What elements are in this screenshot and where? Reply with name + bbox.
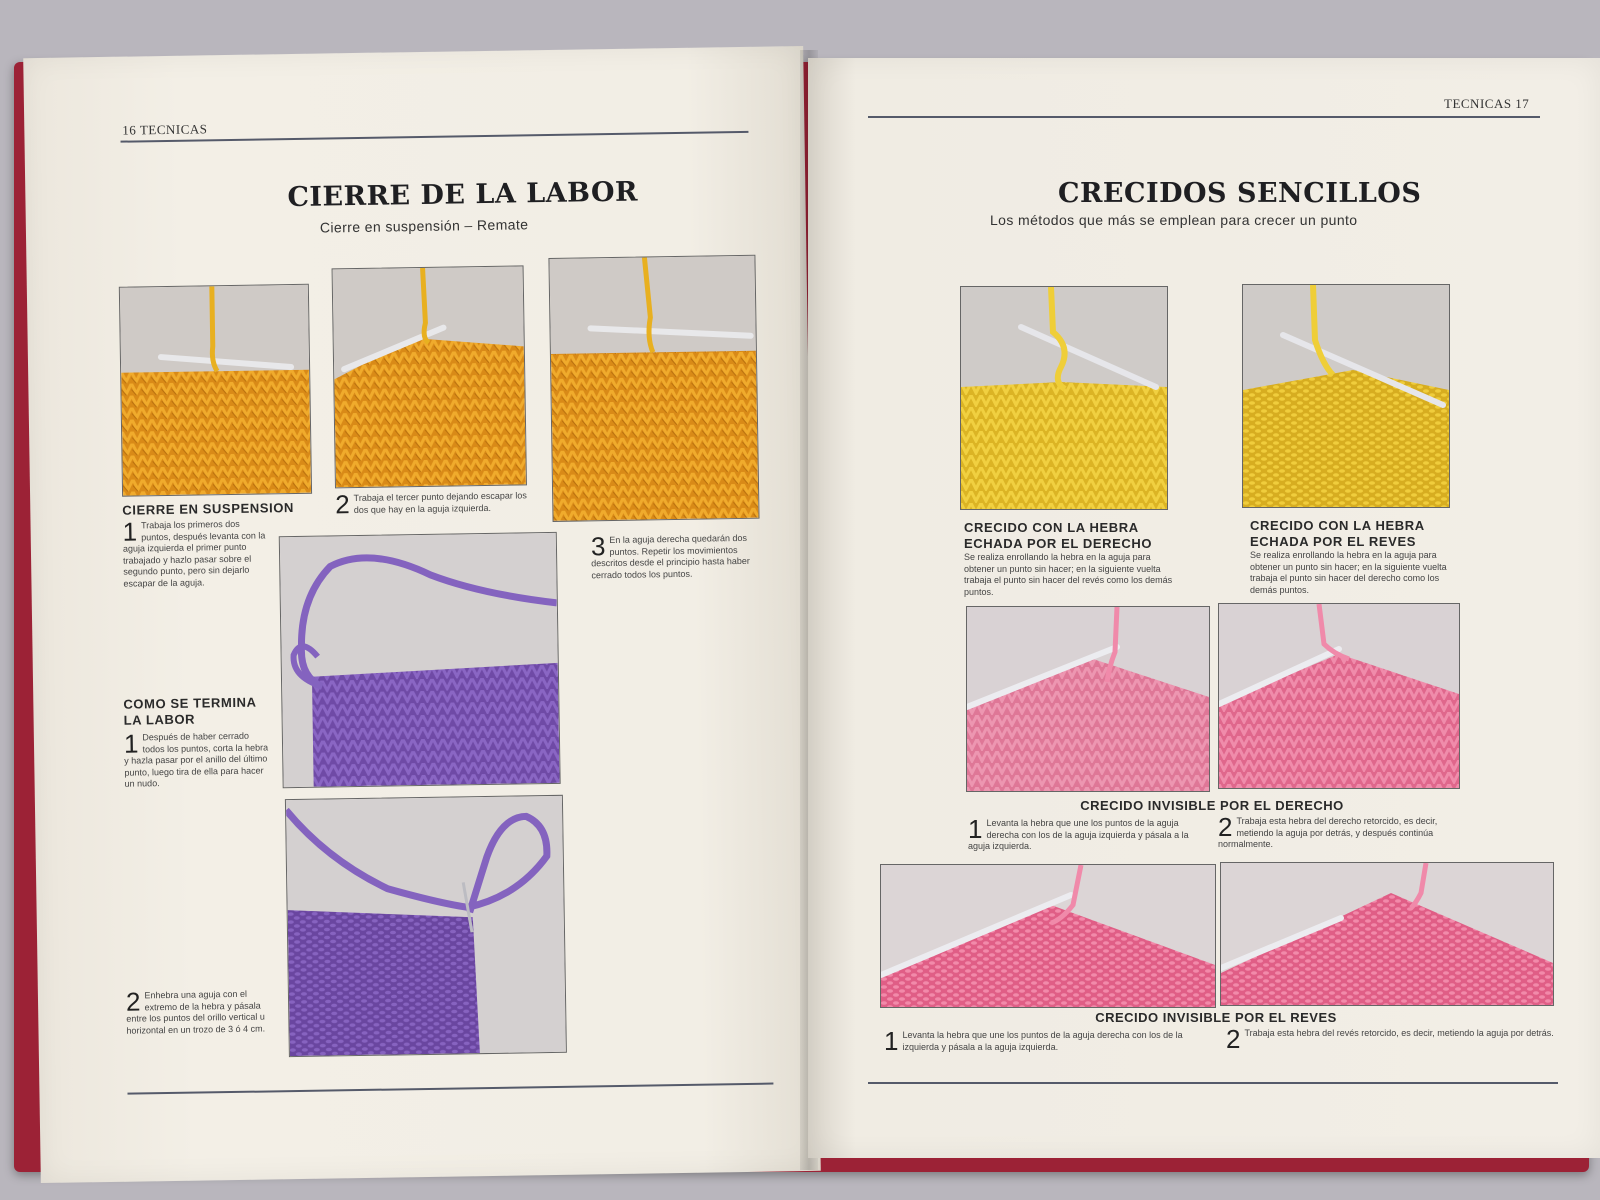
right-page-title: CRECIDOS SENCILLOS [1058,178,1422,209]
invisible-derecho-step1 [968,814,1208,853]
photo-terminar-step1 [279,532,561,788]
inv-der-step2-number: 2 [1218,812,1233,842]
photo-invisible-derecho-1 [966,606,1210,792]
photo-cierre-step3 [548,255,759,522]
photo-invisible-reves-1 [880,864,1216,1008]
inv-rev-step1-number: 1 [884,1026,899,1056]
photo-hebra-reves [1242,284,1450,508]
photo-terminar-step2 [285,795,567,1057]
terminar-step2-number: 2 [125,986,141,1017]
right-page-subtitle: Los métodos que más se emplean para crecer un punto [990,212,1358,228]
photo-invisible-derecho-2 [1218,603,1460,789]
left-page [23,46,821,1183]
invisible-reves-heading: CRECIDO INVISIBLE POR EL REVES [1095,1010,1337,1025]
invisible-reves-step2 [1226,1024,1556,1054]
cierre-step3-number: 3 [590,531,606,562]
photo-cierre-step2 [332,265,527,488]
cierre-step1-caption [122,518,269,589]
invisible-derecho-step2 [1218,812,1458,851]
cierre-step3-text: En la aguja derecha quedarán dos puntos. Repetir los movimientos descritos desde el principio hasta haber cerrado todos los puntos. [591,532,750,580]
right-top-rule [868,116,1540,118]
left-page-subtitle: Cierre en suspensión – Remate [319,216,529,236]
terminar-step2-caption [126,988,275,1036]
hebra-derecho-heading: CRECIDO CON LA HEBRA ECHADA POR EL DERECHO [964,520,1153,551]
photo-invisible-reves-2 [1220,862,1554,1006]
inv-der-step2-text: Trabaja esta hebra del derecho retorcido, es decir, metiendo la aguja por detrás, y después continúa normalmente. [1218,816,1438,849]
inv-rev-step2-number: 2 [1226,1024,1241,1054]
terminar-step1-caption [124,730,271,790]
photo-hebra-derecho [960,286,1168,510]
right-page [808,58,1600,1158]
left-bottom-rule [127,1083,773,1095]
terminar-step2-text: Enhebra una aguja con el extremo de la hebra y pásala entre los puntos del orillo vertical u horizontal en un trozo de 3 ó 4 cm. [126,988,266,1036]
terminar-step1-text: Después de haber cerrado todos los puntos, corta la hebra y hazla pasar por el anillo del último punto, luego tira de ella para hacer un nudo. [124,730,269,789]
hebra-derecho-text: Se realiza enrollando la hebra en la aguja para obtener un punto sin hacer; en la siguiente vuelta trabaja el punto sin hacer del revés como los demás puntos. [964,552,1173,597]
inv-rev-step2-text: Trabaja esta hebra del revés retorcido, es decir, metiendo la aguja por detrás. [1244,1028,1554,1038]
cierre-suspension-heading: CIERRE EN SUSPENSION [122,499,295,518]
inv-der-step1-text: Levanta la hebra que une los puntos de la aguja derecha con los de la aguja izquierda y pásala a la aguja izquierda. [968,818,1189,851]
right-running-head: TECNICAS 17 [1444,96,1530,111]
hebra-reves-heading: CRECIDO CON LA HEBRA ECHADA POR EL REVES [1250,518,1425,549]
terminar-step1-number: 1 [123,728,139,759]
como-termina-heading: COMO SE TERMINA LA LABOR [123,694,257,728]
cierre-step1-text: Trabaja los primeros dos puntos, después levanta con la aguja izquierda el primer punto trabajado y hazlo pasar sobre el segundo punto, pero sin dejarlo escapar de la aguja. [122,518,266,589]
left-running-head: 16 TECNICAS [122,121,208,138]
cierre-step2-text: Trabaja el tercer punto dejando escapar los dos que hay en la aguja izquierda. [353,490,527,515]
cierre-step2-number: 2 [335,489,350,520]
cierre-step1-number: 1 [122,516,138,547]
inv-der-step1-number: 1 [968,814,983,844]
cierre-step2-caption [335,489,527,520]
invisible-reves-step1 [884,1026,1204,1056]
left-top-rule [121,131,749,143]
photo-cierre-step1 [119,284,312,497]
inv-rev-step1-text: Levanta la hebra que une los puntos de la aguja derecha con los de la izquierda y pásala a la aguja izquierda. [902,1030,1183,1052]
cierre-step3-caption [591,533,764,582]
right-bottom-rule [868,1082,1558,1084]
left-page-title: CIERRE DE LA LABOR [287,176,639,214]
invisible-derecho-heading: CRECIDO INVISIBLE POR EL DERECHO [1080,798,1344,813]
hebra-reves-text: Se realiza enrollando la hebra en la aguja para obtener un punto sin hacer; en la siguiente vuelta trabaja el punto sin hacer del derecho como los demás puntos. [1250,550,1447,595]
